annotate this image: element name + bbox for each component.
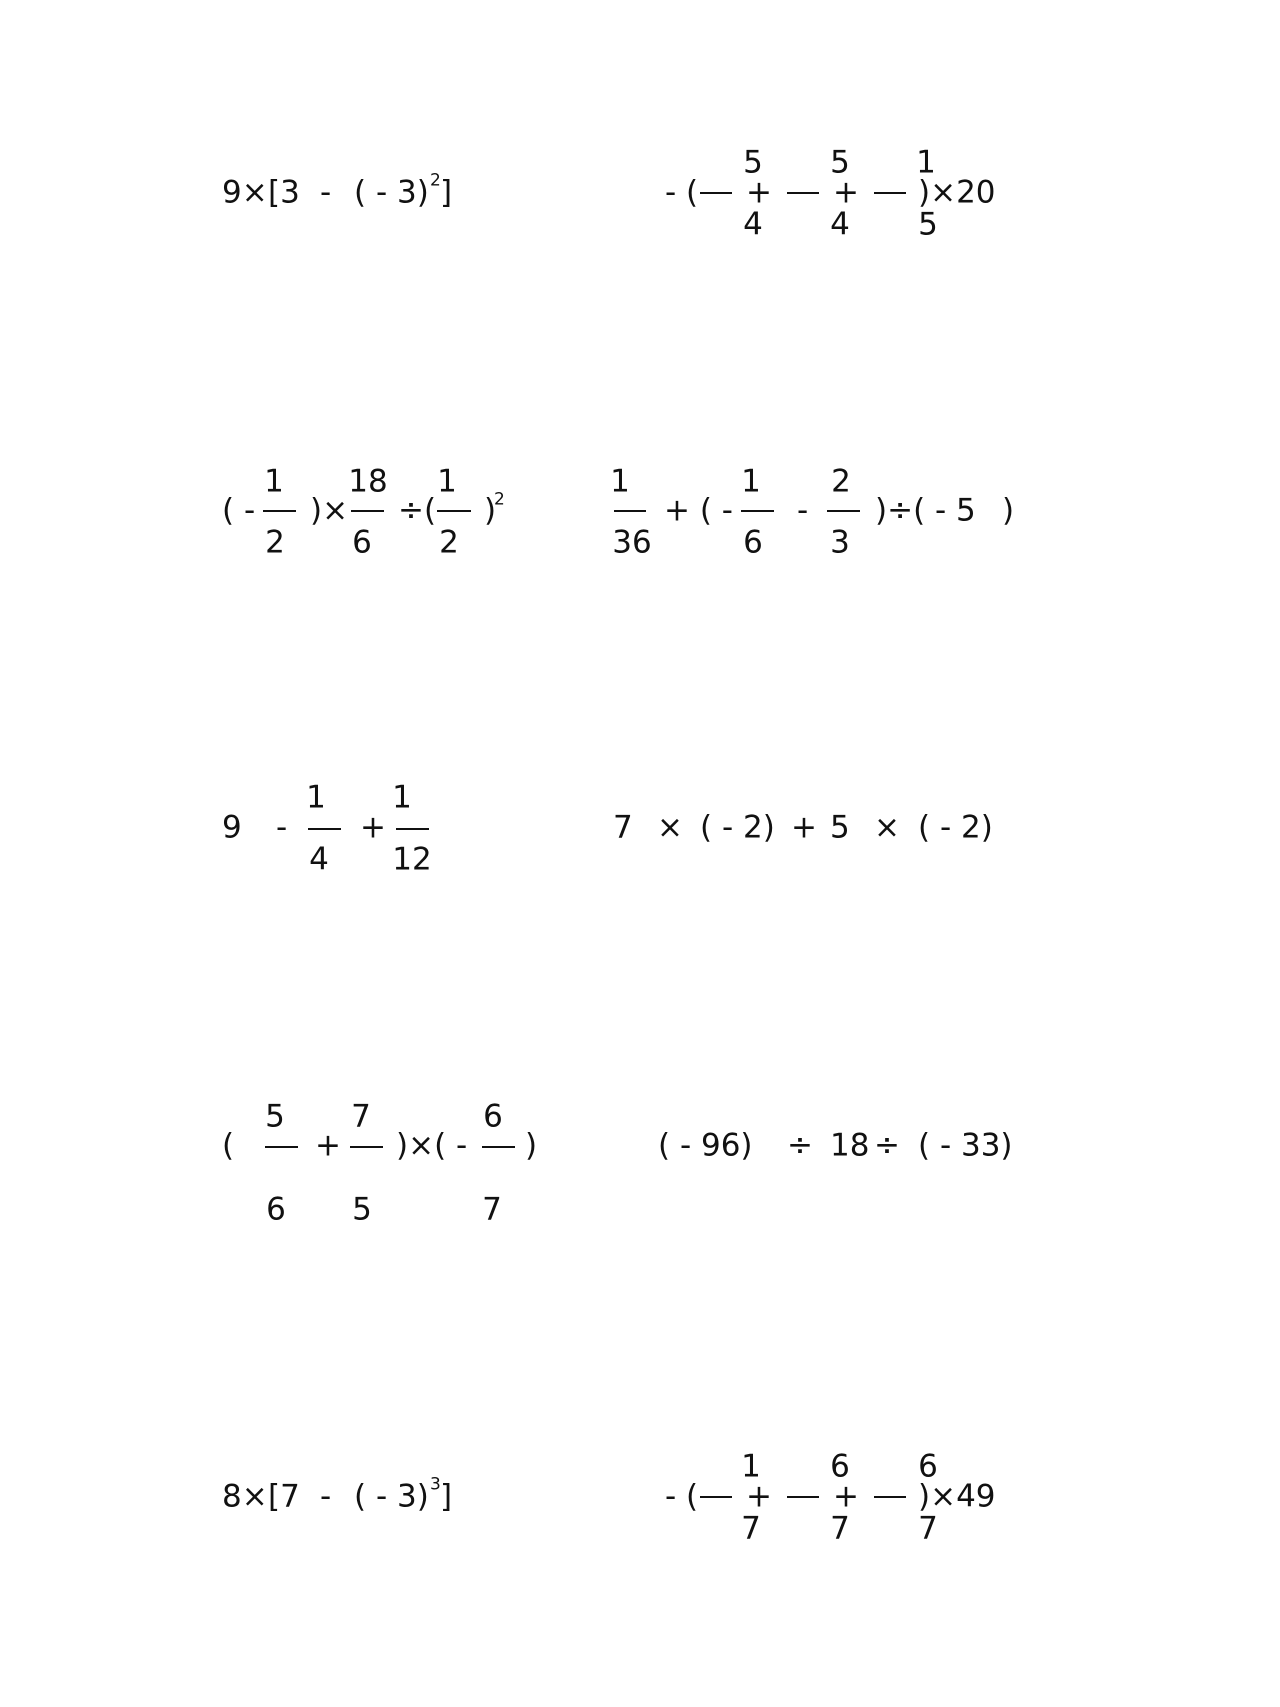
- divide-paren: ÷(: [398, 492, 437, 529]
- numerator: 1: [741, 463, 761, 500]
- operator: +: [315, 1127, 341, 1164]
- close-times-paren-neg: )×( -: [396, 1127, 468, 1164]
- paren-term: ( - 96): [658, 1127, 753, 1164]
- paren-term: ( - 3): [354, 1478, 429, 1515]
- coef: 9×: [222, 174, 268, 211]
- operator: -: [276, 809, 288, 846]
- denominator: 4: [309, 841, 329, 878]
- denominator: 7: [830, 1510, 850, 1547]
- numerator: 6: [483, 1098, 503, 1135]
- numerator: 5: [265, 1098, 285, 1135]
- denominator: 2: [439, 524, 459, 561]
- term: 5: [830, 809, 850, 846]
- operator: ×: [657, 809, 683, 846]
- numerator: 1: [264, 463, 284, 500]
- operator: ÷: [787, 1127, 813, 1164]
- operator: -: [797, 492, 809, 529]
- paren-term: ( - 3): [354, 174, 429, 211]
- denominator: 7: [741, 1510, 761, 1547]
- term: 9: [222, 809, 242, 846]
- denominator: 3: [830, 524, 850, 561]
- denominator: 6: [743, 524, 763, 561]
- fraction-bar: [700, 1496, 732, 1498]
- operator: +: [833, 1478, 859, 1515]
- numerator: 1: [916, 144, 936, 181]
- paren-close: ): [525, 1127, 538, 1164]
- operator: +: [360, 809, 386, 846]
- paren-close: ): [484, 492, 497, 529]
- numerator: 6: [830, 1448, 850, 1485]
- operator: ×: [874, 809, 900, 846]
- bracket-close: ]: [440, 174, 453, 211]
- denominator: 5: [918, 206, 938, 243]
- paren-term: ( - 2): [918, 809, 993, 846]
- operator: +: [833, 174, 859, 211]
- fraction-bar: [787, 1496, 819, 1498]
- numerator: 1: [437, 463, 457, 500]
- neg-paren: - (: [665, 1478, 699, 1515]
- denominator: 4: [830, 206, 850, 243]
- neg-paren: - (: [665, 174, 699, 211]
- close-times: )×49: [918, 1478, 996, 1515]
- numerator: 1: [741, 1448, 761, 1485]
- denominator: 6: [266, 1191, 286, 1228]
- operator: -: [320, 1478, 332, 1515]
- exponent: 2: [430, 170, 441, 191]
- denominator: 2: [265, 524, 285, 561]
- numerator: 2: [831, 463, 851, 500]
- denominator: 12: [392, 841, 432, 878]
- numerator: 1: [610, 463, 630, 500]
- paren-term: ( - 33): [918, 1127, 1013, 1164]
- denominator: 36: [612, 524, 652, 561]
- exponent: 3: [430, 1474, 441, 1495]
- numerator: 1: [306, 779, 326, 816]
- denominator: 7: [918, 1510, 938, 1547]
- denominator: 6: [352, 524, 372, 561]
- numerator: 6: [918, 1448, 938, 1485]
- term: 18: [830, 1127, 870, 1164]
- close-divide-paren: )÷( - 5: [875, 492, 976, 529]
- plus-paren-neg: + ( -: [664, 492, 733, 529]
- denominator: 5: [352, 1191, 372, 1228]
- paren-open: (: [222, 1127, 235, 1164]
- numerator: 5: [743, 144, 763, 181]
- denominator: 4: [743, 206, 763, 243]
- coef: 8×: [222, 1478, 268, 1515]
- operator: -: [320, 174, 332, 211]
- bracket-open: [3: [268, 174, 300, 211]
- numerator: 7: [351, 1098, 371, 1135]
- operator: ÷: [874, 1127, 900, 1164]
- operator: +: [746, 1478, 772, 1515]
- close-times: )×: [310, 492, 349, 529]
- term: 7: [613, 809, 633, 846]
- bracket-close: ]: [440, 1478, 453, 1515]
- numerator: 1: [392, 779, 412, 816]
- operator: +: [746, 174, 772, 211]
- close-times: )×20: [918, 174, 996, 211]
- exponent: 2: [494, 489, 505, 510]
- operator: +: [791, 809, 817, 846]
- paren-neg: ( -: [222, 492, 256, 529]
- paren-close: ): [1002, 492, 1015, 529]
- paren-term: ( - 2): [700, 809, 775, 846]
- bracket-open: [7: [268, 1478, 300, 1515]
- denominator: 7: [482, 1191, 502, 1228]
- numerator: 18: [348, 463, 388, 500]
- numerator: 5: [830, 144, 850, 181]
- fraction-bar: [874, 1496, 906, 1498]
